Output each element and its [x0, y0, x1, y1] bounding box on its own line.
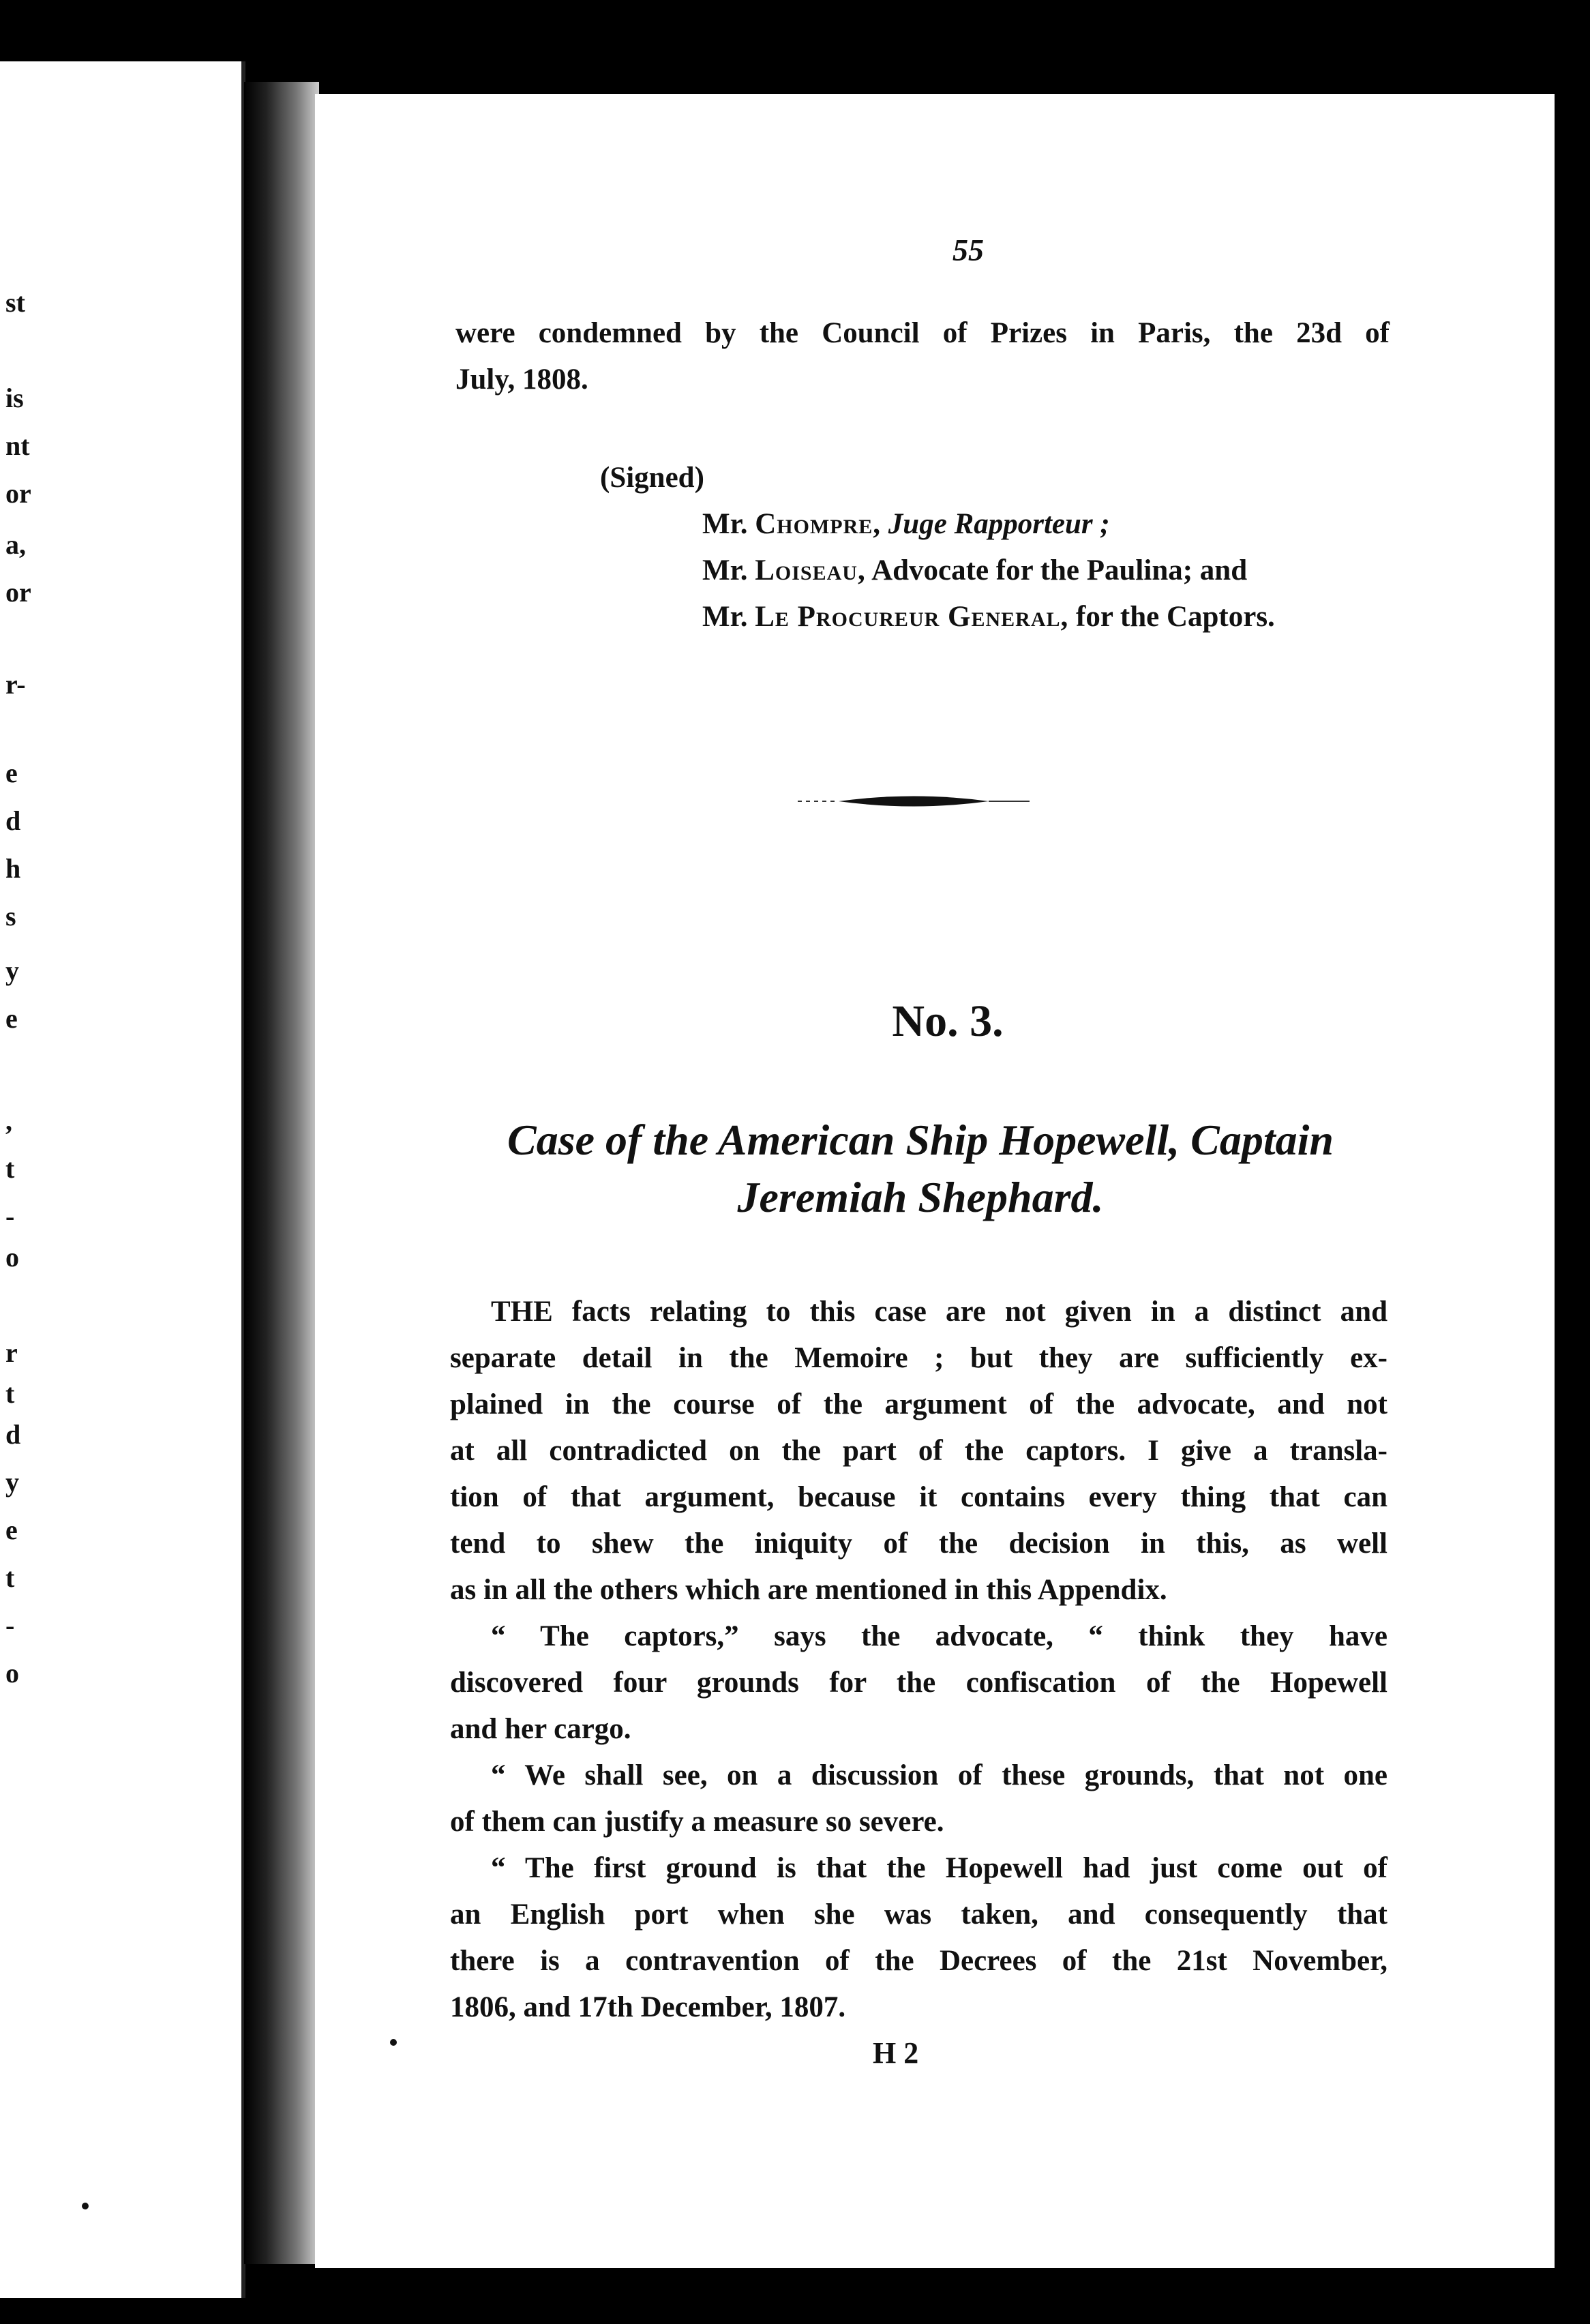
signature-mark: H 2 — [873, 2036, 919, 2070]
case-title-line: Case of the American Ship Hopewell, Captain — [507, 1116, 1334, 1164]
left-page-fragment: a, — [5, 529, 26, 560]
signatory-role: for the Captors. — [1076, 601, 1275, 633]
opening-text — [455, 310, 1390, 403]
left-page-fragment: , — [5, 1105, 12, 1136]
signatory-title: Mr. — [702, 554, 748, 586]
book-gutter — [244, 82, 319, 2264]
signatory — [702, 507, 1391, 541]
text-line: 1806, and 17th December, 1807. — [450, 1991, 846, 2023]
left-page-fragment: or — [5, 478, 31, 509]
left-page-fragment: r — [5, 1337, 18, 1368]
text-line: and her cargo. — [450, 1713, 631, 1745]
left-page-fragment: nt — [5, 430, 30, 461]
text-line: tend to shew the iniquity of the decision in this, as well — [450, 1528, 1388, 1560]
left-page-fragment: o — [5, 1242, 19, 1272]
left-page-fragment: h — [5, 853, 21, 884]
left-page-fragment: t — [5, 1562, 15, 1593]
opening-line: were condemned by the Council of Prizes in Paris, the 23d of — [455, 317, 1390, 349]
text-line: “ The captors,” says the advocate, “ think they have — [491, 1620, 1388, 1652]
signatory-title: Mr. — [702, 601, 748, 633]
case-title-line: Jeremiah Shephard. — [737, 1173, 1104, 1221]
left-page-fragment: o — [5, 1658, 19, 1688]
case-title — [450, 1112, 1391, 1226]
signatory — [702, 554, 1391, 587]
left-page-fragment: r- — [5, 669, 26, 700]
text-line: THE facts relating to this case are not given in a distinct and — [491, 1296, 1388, 1328]
left-page — [0, 61, 245, 2298]
ornamental-divider — [798, 791, 1030, 811]
text-line: separate detail in the Memoire ; but they are sufficiently ex- — [450, 1342, 1388, 1374]
signatory-name: Le Procureur General, — [755, 601, 1069, 633]
left-page-fragment: - — [5, 1201, 15, 1232]
left-page-fragment: d — [5, 1419, 21, 1450]
left-page-fragment: t — [5, 1153, 15, 1184]
signatory — [702, 600, 1391, 634]
text-line: there is a contravention of the Decrees of the 21st November, — [450, 1945, 1388, 1977]
left-page-fragment: - — [5, 1610, 15, 1641]
text-line: discovered four grounds for the confiscation of the Hopewell — [450, 1667, 1388, 1699]
signatory-name: Loiseau, — [755, 554, 866, 586]
left-page-fragment: e — [5, 1003, 18, 1034]
signatory-name: Chompre, — [755, 508, 882, 540]
signatory-role: Advocate for the Paulina; and — [871, 554, 1248, 586]
text-line: at all contradicted on the part of the captors. I give a transla- — [450, 1435, 1388, 1467]
text-line: “ The first ground is that the Hopewell had just come out of — [491, 1852, 1388, 1884]
ink-speck — [82, 2203, 89, 2209]
left-page-fragment: is — [5, 383, 24, 413]
page-number: 55 — [952, 233, 984, 267]
text-line: tion of that argument, because it contains every thing that can — [450, 1481, 1388, 1513]
left-page-fragment: e — [5, 758, 18, 788]
left-page-fragment: s — [5, 901, 16, 932]
left-page-fragment: d — [5, 805, 21, 836]
left-page-fragment: y — [5, 955, 19, 986]
left-page-fragment: y — [5, 1467, 19, 1498]
left-page-fragment: e — [5, 1515, 18, 1545]
text-line: plained in the course of the argument of the advocate, and not — [450, 1388, 1388, 1420]
opening-line: July, 1808. — [455, 363, 588, 396]
text-line: an English port when she was taken, and consequently that — [450, 1898, 1388, 1931]
signed-label: (Signed) — [600, 462, 704, 494]
text-line: as in all the others which are mentioned in this Appendix. — [450, 1574, 1167, 1606]
left-page-fragment: t — [5, 1378, 15, 1409]
signatory-title: Mr. — [702, 508, 748, 540]
signatory-role: Juge Rapporteur ; — [888, 508, 1110, 540]
body-paragraph — [450, 1289, 1388, 2031]
text-line: “ We shall see, on a discussion of these grounds, that not one — [491, 1759, 1388, 1791]
ink-speck — [390, 2039, 397, 2046]
left-page-fragment: st — [5, 287, 25, 318]
text-line: of them can justify a measure so severe. — [450, 1806, 944, 1838]
left-page-fragment: or — [5, 577, 31, 608]
section-number: No. 3. — [892, 996, 1004, 1046]
